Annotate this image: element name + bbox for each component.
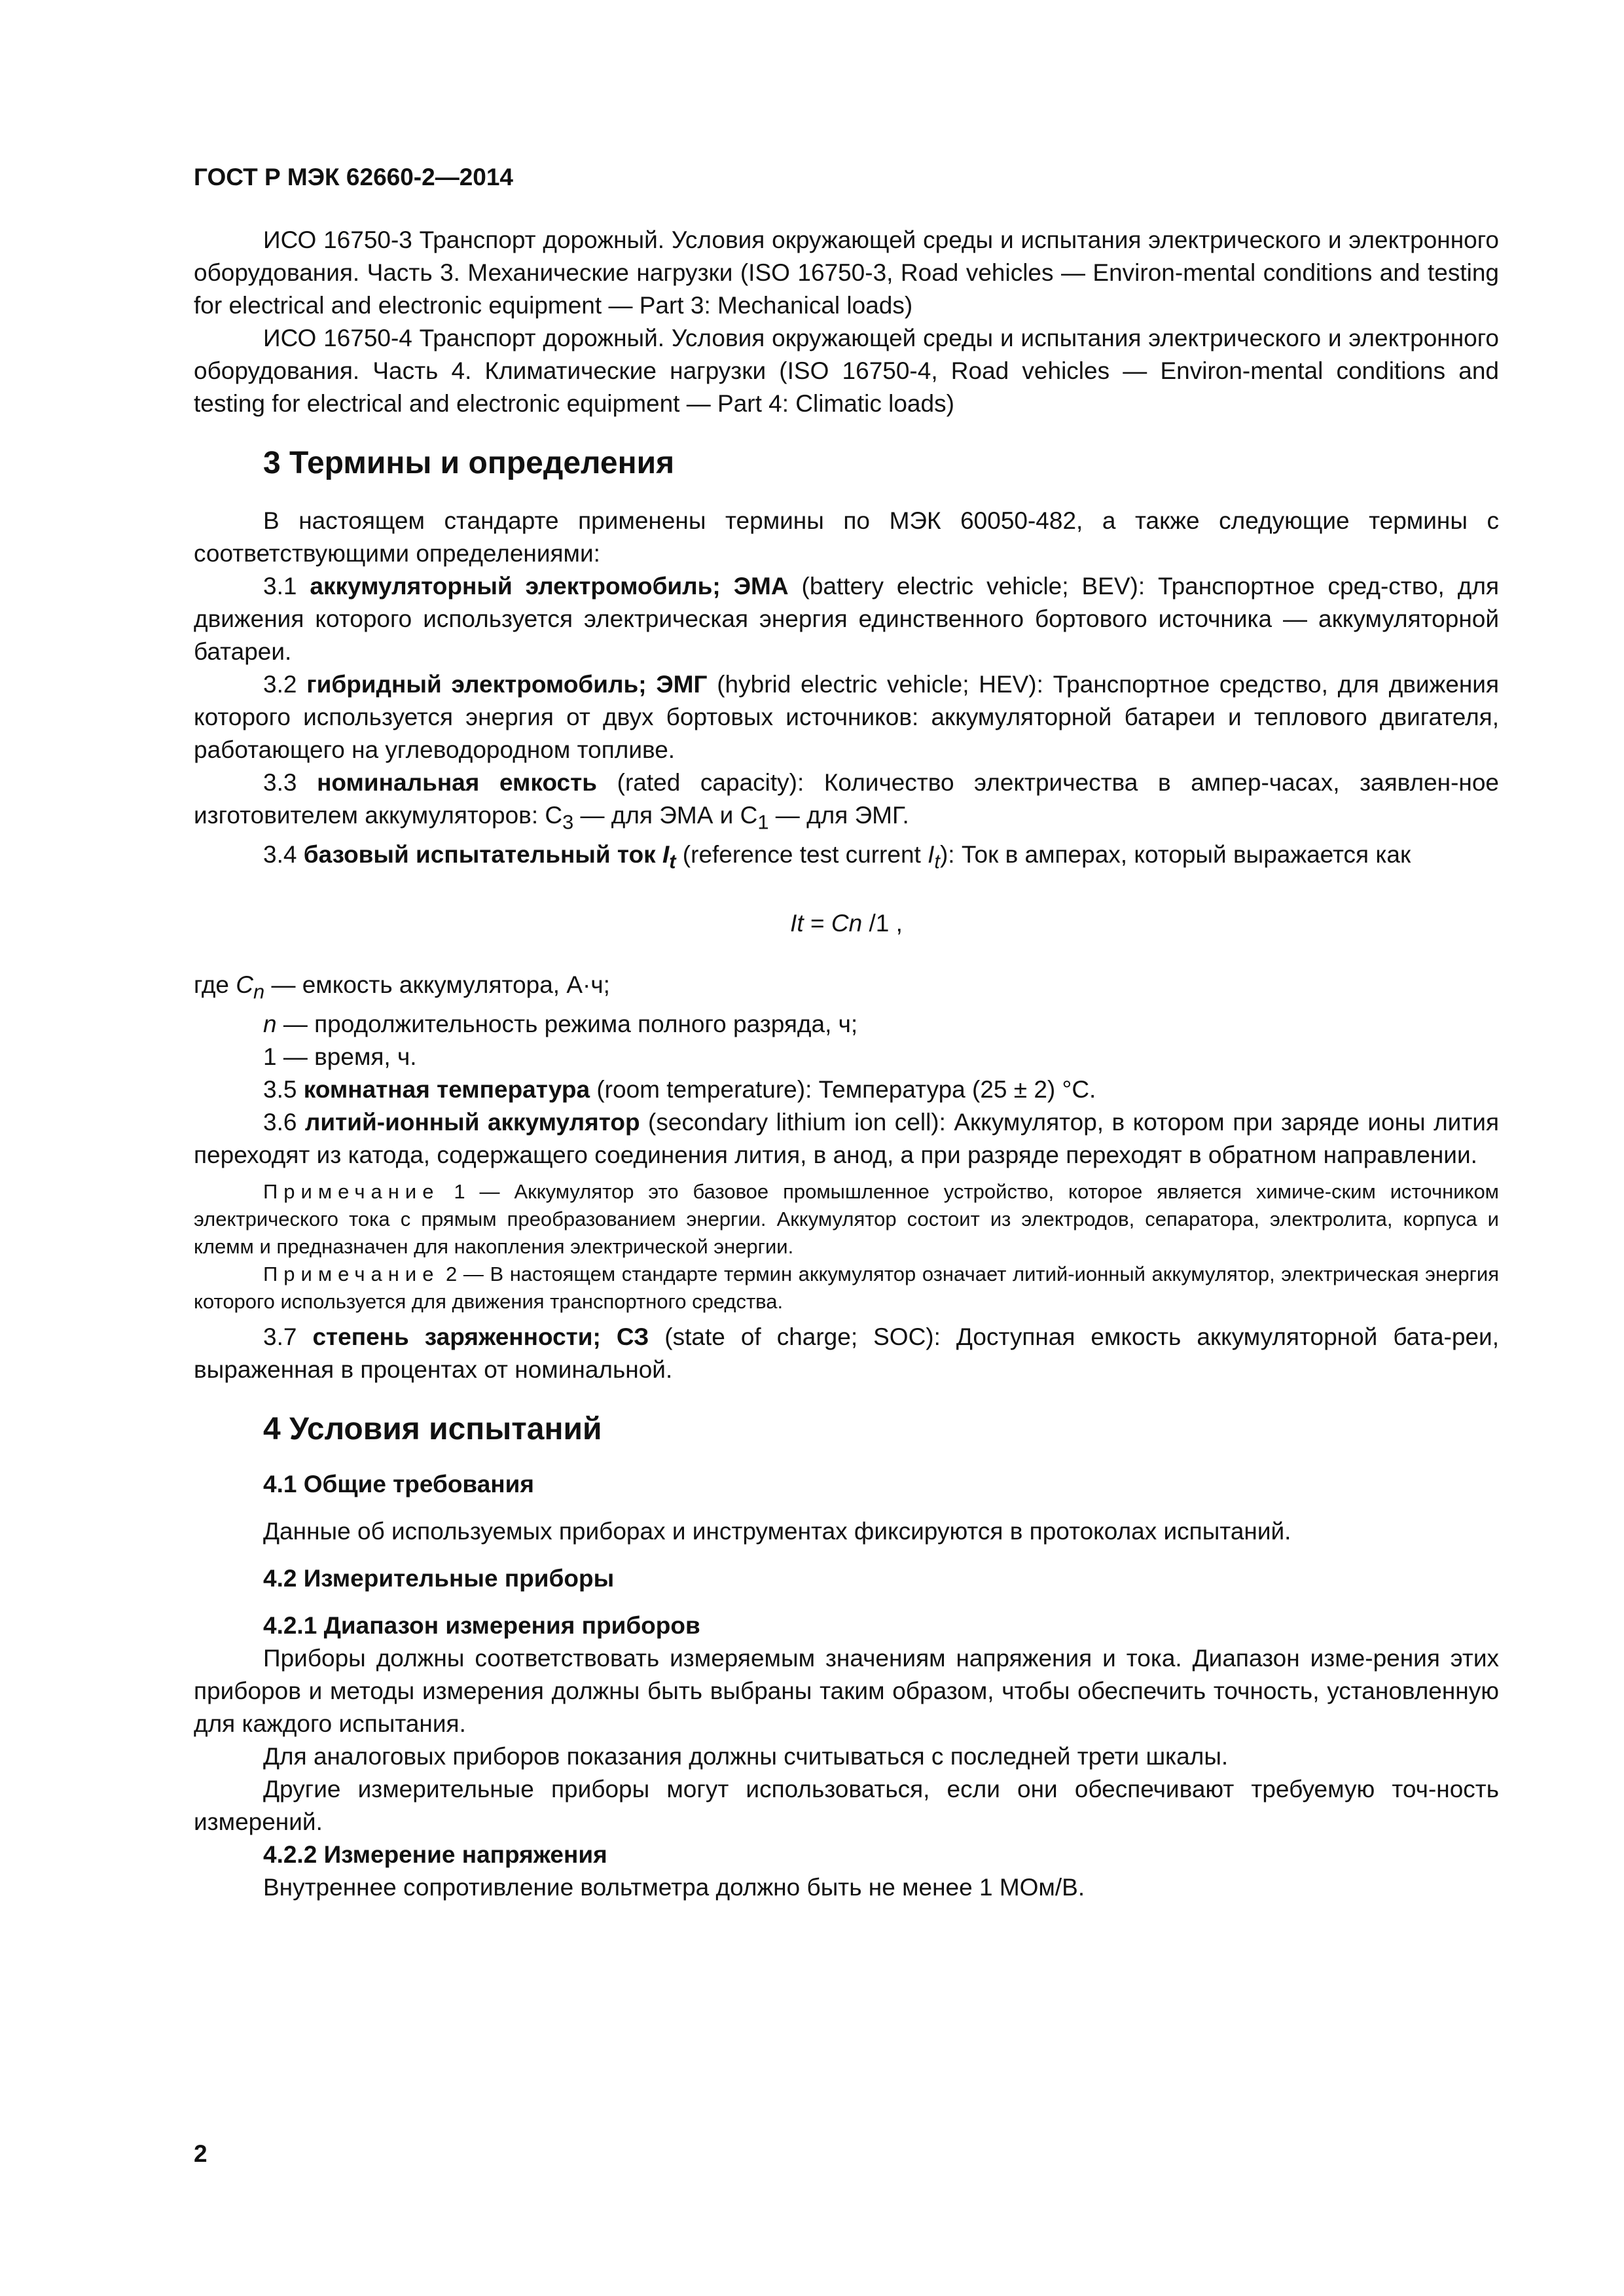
subscript: n <box>253 980 265 1003</box>
note-text: 1 — Аккумулятор это базовое промышленное устройство, которое является химиче-ским источником электрического тока с прямым преобразованием энергии. Аккумулятор состоит из электродов, сепаратора, электролита, корпуса и клемм и предназначен для накопления электрической энергии. <box>194 1180 1499 1259</box>
section-3-intro: В настоящем стандарте применены термины по МЭК 60050-482, а также следующие термины с соответствующими определениями: <box>194 507 1499 567</box>
term-number: 3.2 <box>263 671 307 698</box>
subscript: t <box>669 850 676 873</box>
n-definition <box>194 1008 1499 1041</box>
section-4-2-2-text: Внутреннее сопротивление вольтметра должно быть не менее 1 МОм/В. <box>263 1874 1085 1901</box>
term-definition: (reference test current <box>676 841 928 869</box>
term-3-6 <box>194 1106 1499 1172</box>
term-3-5 <box>194 1073 1499 1106</box>
section-4-1-text: Данные об используемых приборах и инструментах фиксируются в протоколах испытаний. <box>263 1518 1291 1545</box>
term-definition: (rated capacity): Количество электричества в ампер-часах, заявлен-ное изготовителем аккумуляторов: С <box>194 769 1499 829</box>
note-label: Примечание <box>263 1180 440 1204</box>
term-number: 3.7 <box>263 1323 313 1351</box>
formula-lhs: It <box>790 909 804 937</box>
term-definition: (state of charge; SOC): Доступная емкость аккумуляторной бата-реи, выраженная в процентах от номинальной. <box>194 1323 1499 1384</box>
section-4-heading: 4 Условия испытаний <box>263 1412 602 1447</box>
subscript: 1 <box>757 810 769 834</box>
formula-cn: Cn <box>831 909 863 937</box>
term-definition: (hybrid electric vehicle; HEV): Транспортное средство, для движения которого используется энергия от двух бортовых источников: аккумуляторной батареи и теплового двигателя, работающего на углеводородном топливе. <box>194 671 1499 763</box>
symbol: I <box>928 841 935 869</box>
term-number: 3.6 <box>263 1109 305 1136</box>
section-4-2-1-para-1: Приборы должны соответствовать измеряемым значениям напряжения и тока. Диапазон изме-рения этих приборов и методы измерения должны быть выбраны таким образом, чтобы обеспечить точность, установленную для каждого испытания. <box>194 1645 1499 1738</box>
term-definition: (battery electric vehicle; BEV): Транспортное сред-ство, для движения которого используется электрическая энергия единственного бортового источника — аккумуляторной батареи. <box>194 573 1499 665</box>
section-4-2-1-heading: 4.2.1 Диапазон измерения приборов <box>263 1612 700 1640</box>
section-3-heading: 3 Термины и определения <box>263 446 675 480</box>
standard-header: ГОСТ Р МЭК 62660-2—2014 <box>194 164 514 190</box>
term-name: степень заряженности; СЗ <box>312 1323 649 1351</box>
term-name: номинальная емкость <box>317 769 598 796</box>
term-number: 3.1 <box>263 573 310 600</box>
note-text: 2 — В настоящем стандарте термин аккумулятор означает литий-ионный аккумулятор, электрическая энергия которого используется для движения транспортного средства. <box>194 1263 1499 1314</box>
notes-block <box>194 1178 1499 1316</box>
term-3-3 <box>194 766 1499 838</box>
formula <box>194 907 1499 940</box>
section-4-2-1-para-2: Для аналоговых приборов показания должны считываться с последней трети шкалы. <box>263 1743 1229 1770</box>
term-definition: ): Ток в амперах, который выражается как <box>939 841 1411 869</box>
n-definition-text: — продолжительность режима полного разряда, ч; <box>276 1011 858 1038</box>
note-label: Примечание <box>263 1263 440 1286</box>
symbol: I <box>662 841 670 869</box>
term-3-2 <box>194 668 1499 766</box>
subscript: t <box>934 850 940 873</box>
term-name: гибридный электромобиль; ЭМГ <box>306 671 708 698</box>
term-3-1 <box>194 570 1499 668</box>
where-line <box>194 969 1499 1008</box>
symbol: C <box>236 971 254 998</box>
term-definition: (secondary lithium ion cell): Аккумулятор, в котором при заряде ионы лития переходят из катода, содержащего соединения лития, в анод, а при разряде переходят в обратном направлении. <box>194 1109 1499 1169</box>
where-definition: — емкость аккумулятора, А·ч; <box>264 971 610 998</box>
term-name: базовый испытательный ток <box>303 841 662 869</box>
where-prefix: где <box>194 971 236 998</box>
formula-equals: = <box>803 909 831 937</box>
subscript: 3 <box>562 810 574 834</box>
term-definition: — для ЭМА и С <box>573 802 758 829</box>
formula-rest: /1 , <box>862 909 903 937</box>
section-4-2-heading: 4.2 Измерительные приборы <box>263 1565 615 1592</box>
page-number: 2 <box>194 2140 208 2167</box>
term-name: аккумуляторный электромобиль; ЭМА <box>310 573 789 600</box>
section-4-2-1-para-3: Другие измерительные приборы могут использоваться, если они обеспечивают требуемую точ-ность измерений. <box>194 1776 1499 1836</box>
term-definition: (room temperature): Температура (25 ± 2) °С. <box>590 1076 1096 1103</box>
term-number: 3.5 <box>263 1076 304 1103</box>
term-3-7 <box>194 1321 1499 1386</box>
term-name: комнатная температура <box>303 1076 590 1103</box>
reference-iso-16750-4: ИСО 16750-4 Транспорт дорожный. Условия окружающей среды и испытания электрического и электронного оборудования. Часть 4. Климатические нагрузки (ISO 16750-4, Road vehicles — Environ-mental conditions and testing for electrical and electronic equipment — Part 4: Climatic loads) <box>194 325 1499 417</box>
one-definition: 1 — время, ч. <box>263 1043 417 1071</box>
document-page <box>194 164 1499 1904</box>
section-4-2-2-heading: 4.2.2 Измерение напряжения <box>263 1841 607 1869</box>
symbol: n <box>263 1011 277 1038</box>
term-number: 3.3 <box>263 769 317 796</box>
term-3-4 <box>194 838 1499 878</box>
reference-iso-16750-3: ИСО 16750-3 Транспорт дорожный. Условия окружающей среды и испытания электрического и электронного оборудования. Часть 3. Механические нагрузки (ISO 16750-3, Road vehicles — Environ-mental conditions and testing for electrical and electronic equipment — Part 3: Mechanical loads) <box>194 226 1499 319</box>
term-definition: — для ЭМГ. <box>768 802 909 829</box>
term-name: литий-ионный аккумулятор <box>304 1109 640 1136</box>
note-1 <box>194 1178 1499 1261</box>
note-2 <box>194 1261 1499 1316</box>
section-4-1-heading: 4.1 Общие требования <box>263 1471 534 1498</box>
term-number: 3.4 <box>263 841 304 869</box>
